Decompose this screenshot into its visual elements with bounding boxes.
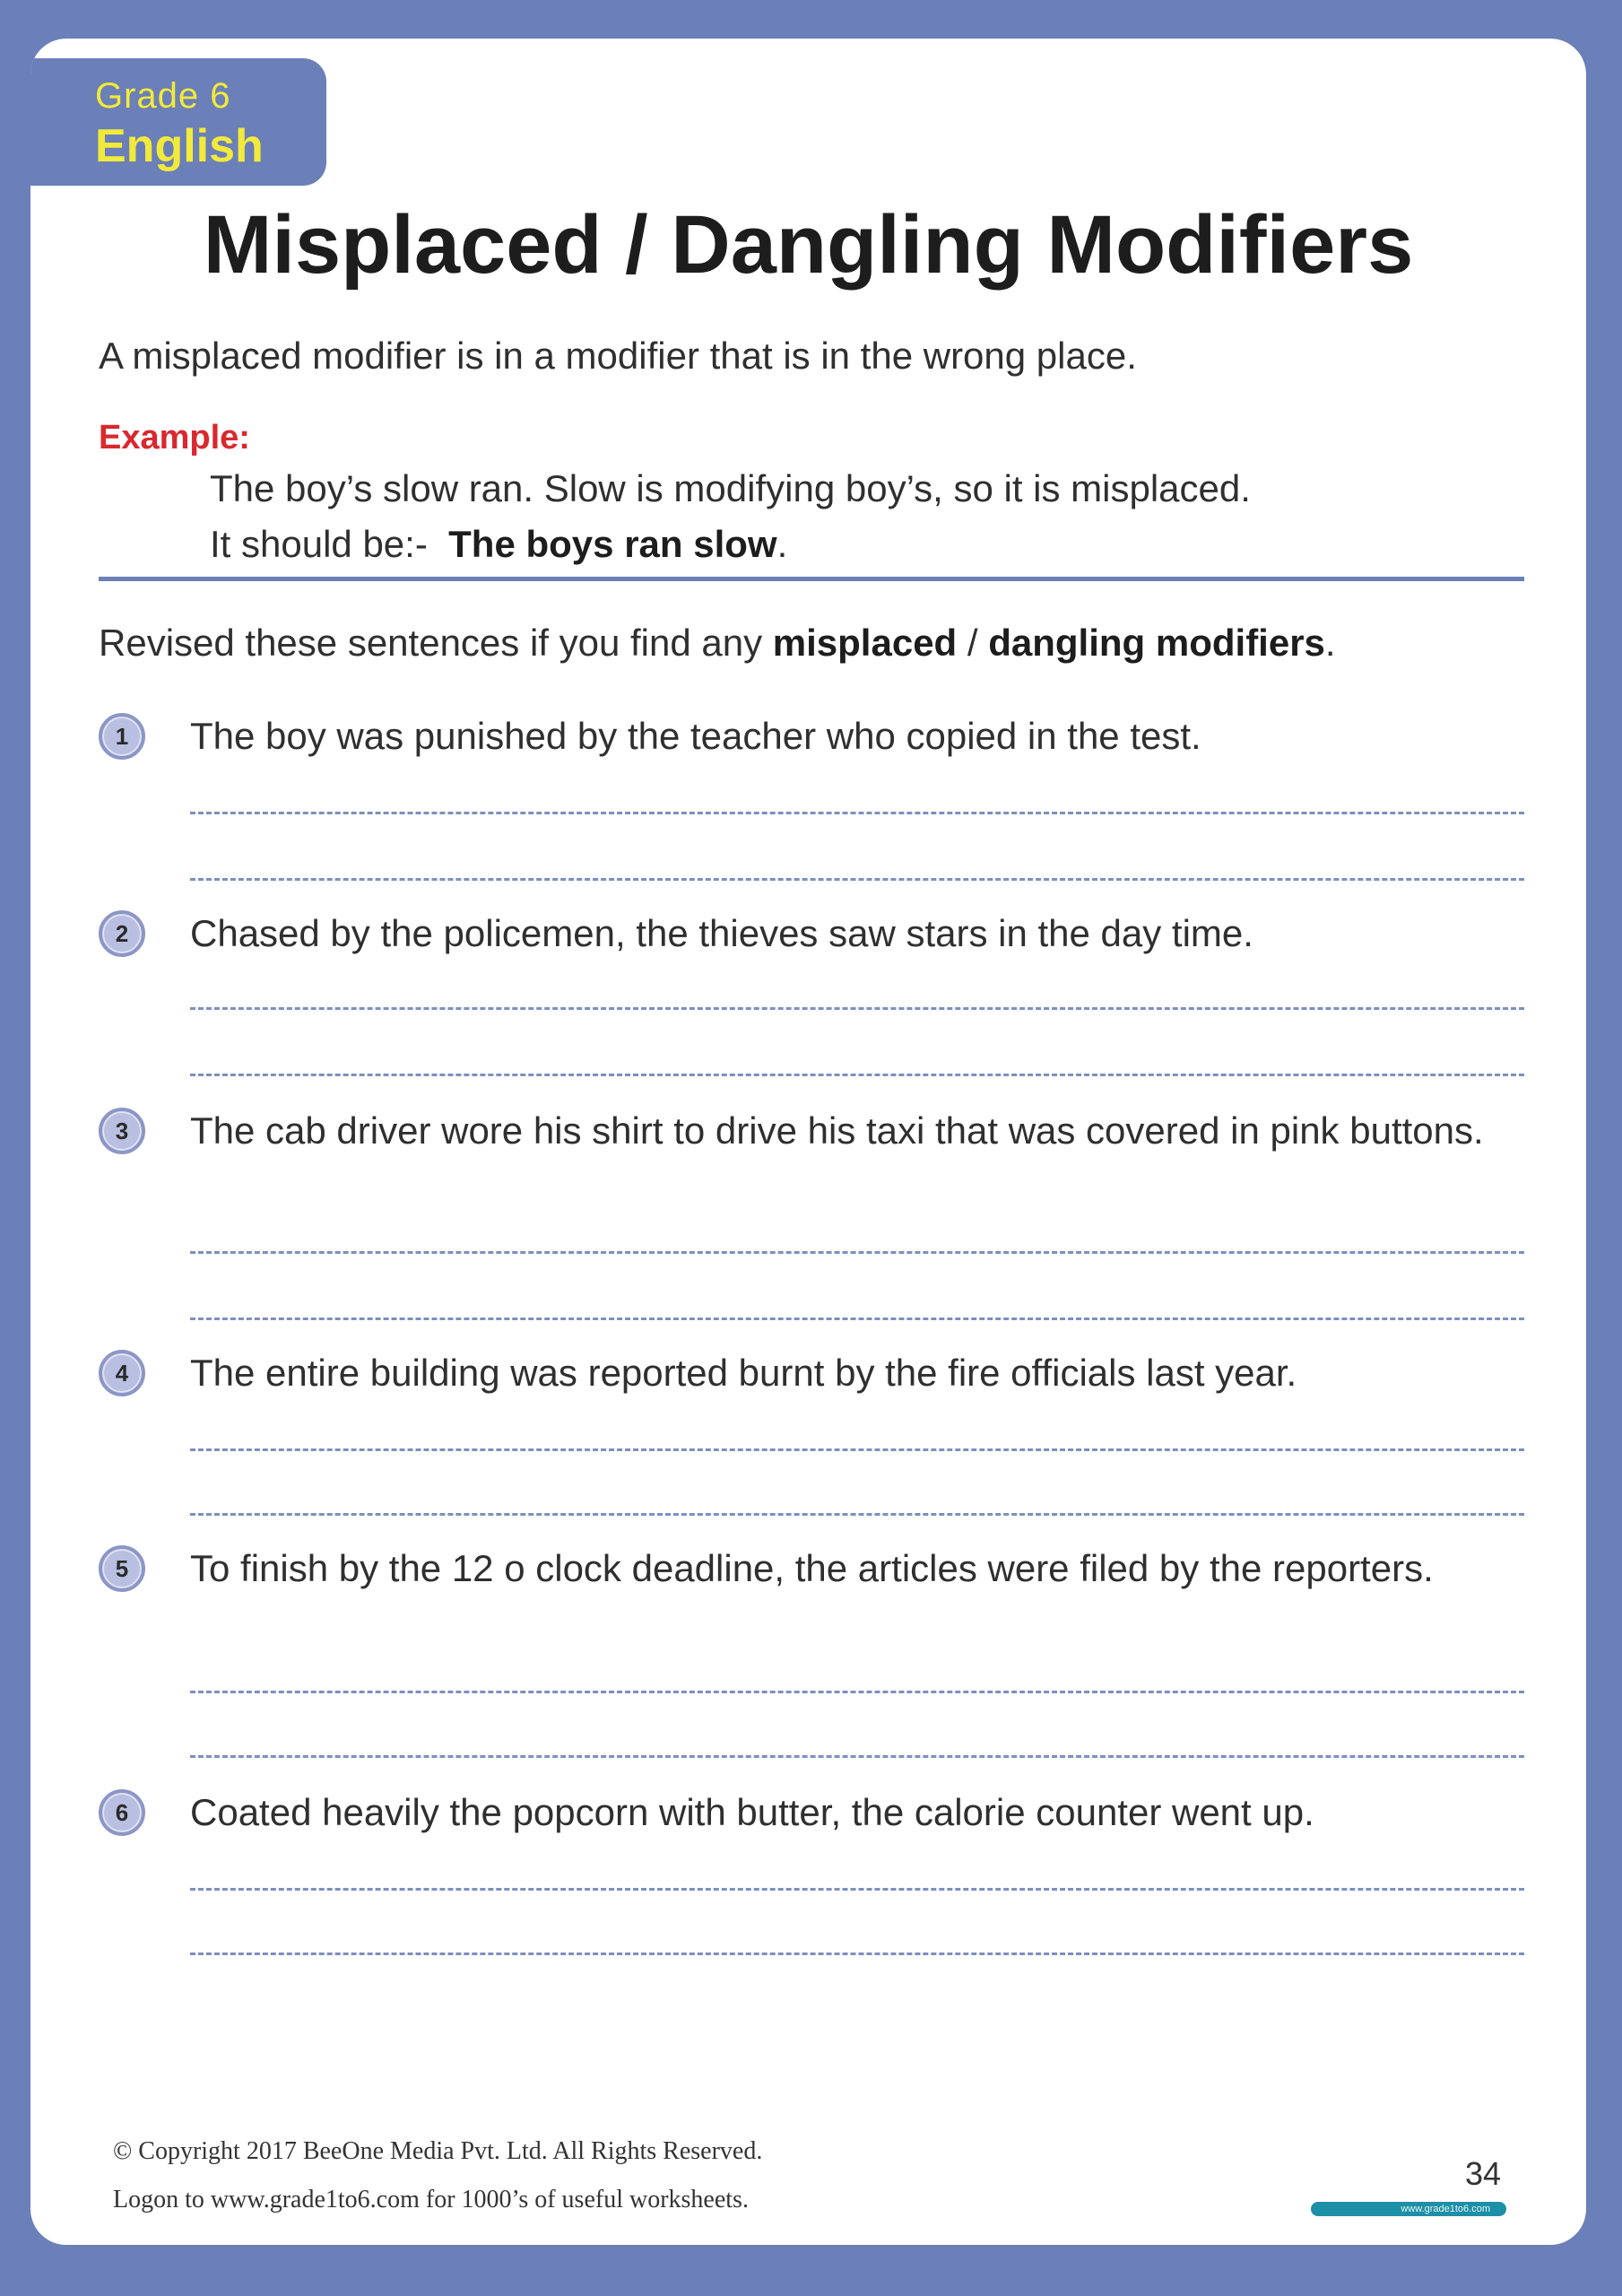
question-text: The cab driver wore his shirt to drive his taxi that was covered in pink buttons.: [190, 1109, 1484, 1152]
answer-line[interactable]: [190, 1755, 1524, 1758]
question-number-badge: 3: [99, 1108, 145, 1154]
question-text: Chased by the policemen, the thieves saw stars in the day time.: [190, 912, 1253, 954]
section-divider: [99, 577, 1524, 581]
example-line-2-suffix: .: [776, 523, 788, 565]
answer-line[interactable]: [190, 878, 1524, 881]
page-number: 34: [1465, 2155, 1502, 2192]
question-text: Coated heavily the popcorn with butter, the calorie counter went up.: [190, 1791, 1314, 1833]
instructions-separator: /: [957, 622, 989, 664]
answer-line[interactable]: [190, 1074, 1524, 1076]
answer-line[interactable]: [190, 1318, 1524, 1320]
brand-bar: www.grade1to6.com: [1311, 2202, 1506, 2216]
answer-line[interactable]: [190, 1251, 1524, 1254]
page-title: Misplaced / Dangling Modifiers: [203, 199, 1414, 291]
answer-line[interactable]: [190, 1888, 1524, 1891]
copyright-text: © Copyright 2017 BeeOne Media Pvt. Ltd. All Rights Reserved.: [113, 2137, 763, 2165]
example-line-2: [210, 523, 787, 566]
question-text: The entire building was reported burnt by the fire officials last year.: [190, 1352, 1297, 1394]
question-number-badge: 4: [99, 1350, 145, 1396]
answer-line[interactable]: [190, 1513, 1524, 1516]
example-answer: The boys ran slow: [448, 523, 777, 565]
question-number-badge: 6: [99, 1789, 145, 1836]
instructions-prefix: Revised these sentences if you find any: [99, 622, 773, 664]
question-text: The boy was punished by the teacher who copied in the test.: [190, 715, 1201, 757]
grade-label: Grade 6: [95, 76, 231, 116]
example-label: Example:: [99, 419, 250, 457]
question-number-badge: 5: [99, 1545, 145, 1592]
answer-line[interactable]: [190, 1691, 1524, 1693]
answer-line[interactable]: [190, 812, 1524, 814]
instructions-bold-dangling: dangling modifiers: [988, 622, 1325, 664]
subject-label: English: [95, 120, 264, 172]
logon-text: Logon to www.grade1to6.com for 1000’s of useful worksheets.: [113, 2186, 749, 2213]
worksheet-page: [30, 39, 1586, 2245]
example-line-1: The boy’s slow ran. Slow is modifying boy’s, so it is misplaced.: [210, 467, 1251, 509]
question-text: To finish by the 12 o clock deadline, the articles were filed by the reporters.: [190, 1547, 1434, 1589]
answer-line[interactable]: [190, 1007, 1524, 1010]
question-number-badge: 1: [99, 713, 145, 760]
grade-tab: [30, 58, 326, 186]
answer-line[interactable]: [190, 1952, 1524, 1955]
example-line-2-prefix: It should be:-: [210, 523, 428, 565]
definition-text: A misplaced modifier is in a modifier that is in the wrong place.: [99, 335, 1137, 377]
question-number-badge: 2: [99, 910, 145, 957]
instructions-suffix: .: [1324, 622, 1336, 664]
instructions-text: [99, 622, 1336, 665]
instructions-bold-misplaced: misplaced: [772, 622, 958, 664]
answer-line[interactable]: [190, 1448, 1524, 1451]
